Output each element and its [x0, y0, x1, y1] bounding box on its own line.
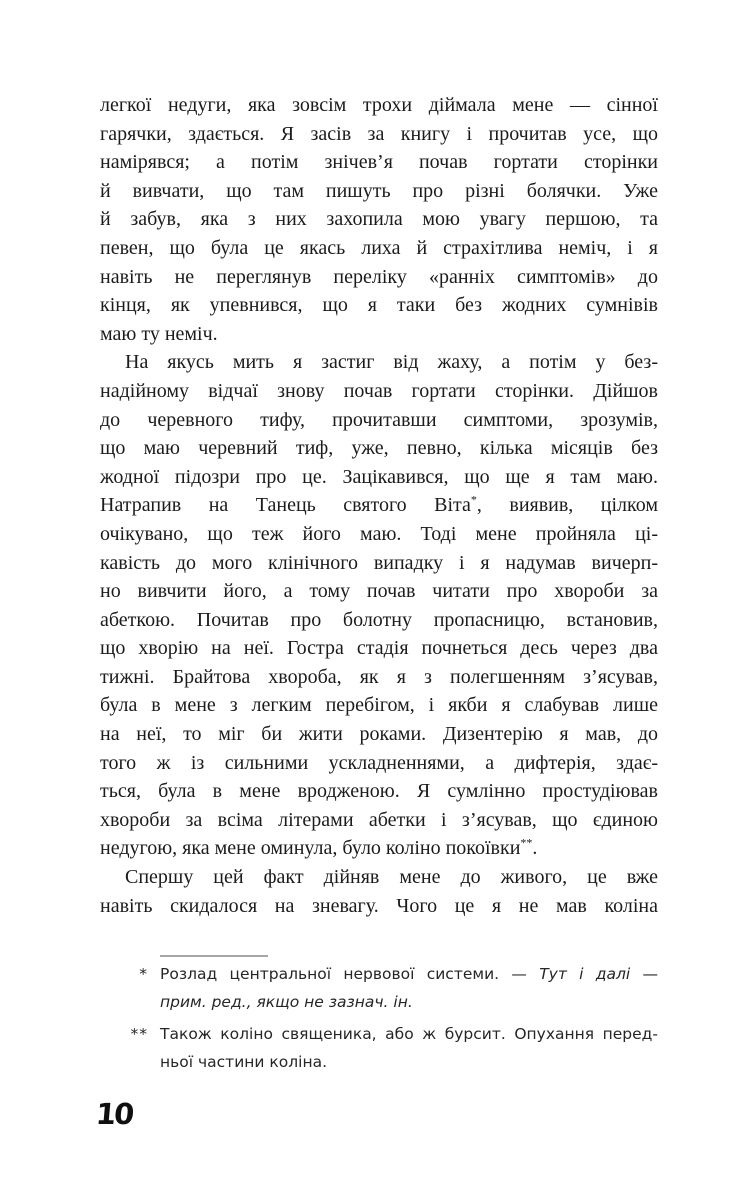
- body-text-line: [100, 749, 658, 778]
- body-text-line: [100, 377, 658, 406]
- text-segment: надійному відчаї знову почав гортати сторінки. Дійшов: [100, 379, 658, 402]
- text-segment: того ж із сильними ускладненнями, а дифтерія, здає-: [100, 751, 658, 774]
- body-text-line: [100, 634, 658, 663]
- text-segment: певен, що була це якась лиха й страхітлива неміч, і я: [100, 236, 658, 259]
- text-segment: й забув, яка з них захопила мою увагу першою, та: [100, 208, 658, 231]
- body-text-line: [100, 434, 658, 463]
- body-text-line: [100, 348, 658, 377]
- body-text-line: [100, 691, 658, 720]
- body-text-line: [100, 263, 658, 292]
- text-segment: Натрапив на Танець святого Віта: [100, 494, 471, 517]
- body-text-line: [100, 834, 658, 863]
- body-text-line: [100, 291, 658, 320]
- footnote-line: [160, 1048, 658, 1076]
- footnote-marker: **: [130, 1025, 148, 1043]
- body-text-line: [100, 549, 658, 578]
- body-text-line: [100, 148, 658, 177]
- body-text-line: [100, 577, 658, 606]
- text-segment: до черевного тифу, прочитавши симптоми, зрозумів,: [100, 408, 658, 431]
- body-text-line: [100, 720, 658, 749]
- footnote-item: [100, 960, 658, 1016]
- text-segment: навіть скидалося на зневагу. Чого це я не мав коліна: [100, 894, 658, 917]
- text-segment: но вивчити його, а тому почав читати про хвороби за: [100, 580, 658, 603]
- body-text-line: [100, 320, 658, 349]
- body-text-line: [100, 463, 658, 492]
- body-text-line: [100, 777, 658, 806]
- body-text-line: [100, 234, 658, 263]
- footnote-line: [160, 988, 658, 1016]
- footnote-line: [160, 960, 658, 988]
- footnote-line: [160, 1020, 658, 1048]
- body-text-line: [100, 606, 658, 635]
- text-segment: на неї, то міг би жити роками. Дизентерію я мав, до: [100, 723, 658, 746]
- text-segment: Спершу цей факт дійняв мене до живого, це вже: [125, 866, 658, 889]
- text-segment: легкої недуги, яка зовсім трохи діймала мене — сінної: [100, 94, 658, 116]
- text-segment: Також коліно священика, або ж бурсит. Опухання перед-: [160, 1025, 658, 1043]
- footnotes: [100, 960, 658, 1080]
- body-text-line: [100, 120, 658, 149]
- body-text-line: [100, 91, 658, 120]
- text-segment: На якусь мить я застиг від жаху, а потім у без-: [125, 351, 658, 374]
- footnote-item: [100, 1020, 658, 1076]
- text-segment: хвороби за всіма літерами абетки і з’ясував, що єдиною: [100, 808, 658, 831]
- text-segment: гарячки, здається. Я засів за книгу і прочитав усе, що: [100, 122, 658, 145]
- footnote-text: [160, 960, 658, 1016]
- text-segment: Тут і далі —: [539, 965, 658, 983]
- body-text-line: [100, 663, 658, 692]
- footnote-text: [160, 1020, 658, 1076]
- text-segment: що хворію на неї. Гостра стадія почнеться десь через два: [100, 637, 658, 660]
- body-text-line: [100, 806, 658, 835]
- text-segment: .: [532, 837, 538, 860]
- body-text-line: [100, 491, 658, 520]
- text-segment: ньої частини коліна.: [160, 1053, 328, 1071]
- text-segment: намірявся; а потім знічев’я почав гортати сторінки: [100, 151, 658, 174]
- text-segment: навіть не переглянув переліку «ранніх симптомів» до: [100, 265, 658, 288]
- body-text-line: [100, 205, 658, 234]
- text-segment: кавість до мого клінічного випадку і я надумав вичерп-: [100, 551, 658, 574]
- footnote-ref: *: [470, 492, 477, 507]
- text-segment: ться, була в мене вродженою. Я сумлінно простудіював: [100, 780, 658, 803]
- footnote-ref: **: [520, 835, 533, 850]
- text-segment: тижні. Брайтова хвороба, як я з полегшенням з’ясував,: [100, 665, 658, 688]
- page-number: 10: [94, 1097, 134, 1131]
- text-segment: недугою, яка мене оминула, було коліно покоївки: [100, 837, 521, 860]
- text-segment: очікувано, що теж його маю. Тоді мене пройняла ці-: [100, 522, 658, 545]
- footnote-marker: *: [139, 965, 148, 983]
- text-segment: була в мене з легким перебігом, і якби я слабував лише: [100, 694, 658, 717]
- body-text-line: [100, 892, 658, 921]
- text-segment: що маю черевний тиф, уже, певно, кілька місяців без: [100, 437, 658, 460]
- text-segment: абеткою. Почитав про болотну пропасницю, встановив,: [100, 608, 658, 631]
- text-segment: кінця, як упевнився, що я таки без жодних сумнівів: [100, 294, 658, 317]
- text-segment: , виявив, цілком: [476, 494, 658, 517]
- body-text-line: [100, 177, 658, 206]
- text-segment: й вивчати, що там пишуть про різні болячки. Уже: [100, 179, 658, 202]
- body-text-line: [100, 406, 658, 435]
- body-text-line: [100, 520, 658, 549]
- text-segment: маю ту неміч.: [100, 322, 218, 345]
- text-segment: Розлад центральної нервової системи. —: [160, 965, 540, 983]
- body-text-line: [100, 863, 658, 892]
- text-segment: прим. ред., якщо не зазнач. ін.: [160, 993, 413, 1011]
- text-segment: жодної підозри про це. Зацікавився, що ще я там маю.: [100, 465, 658, 488]
- footnote-divider: [160, 955, 268, 957]
- body-text: [100, 91, 658, 920]
